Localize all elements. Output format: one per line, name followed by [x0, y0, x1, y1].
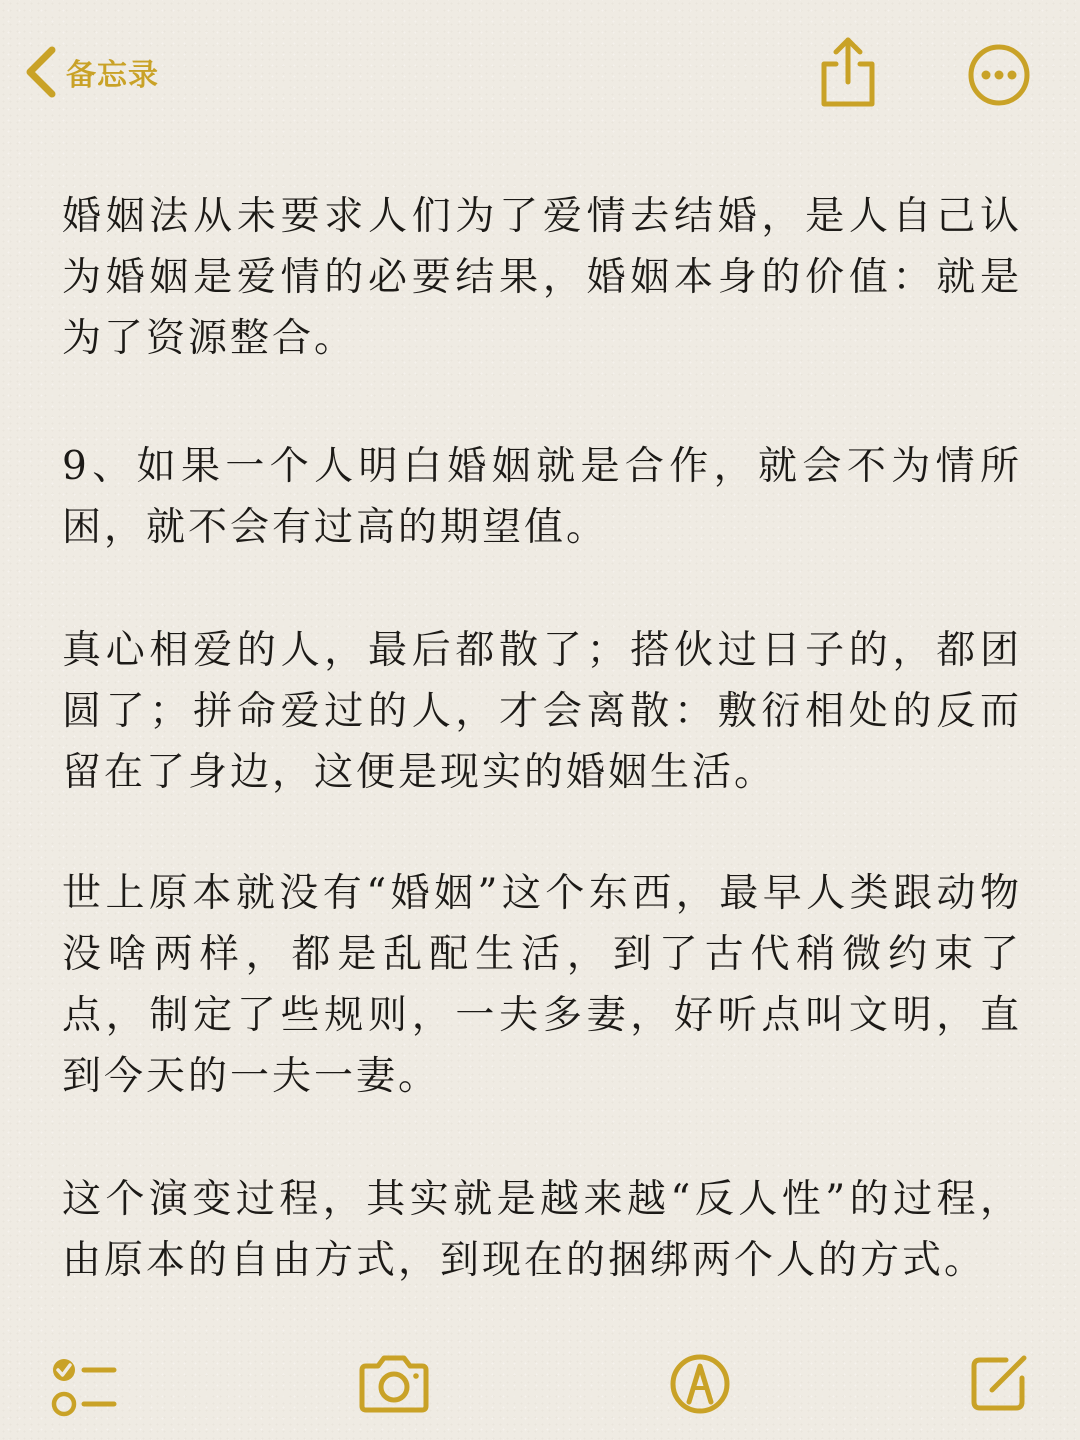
paragraph-spacer [62, 369, 1022, 436]
paragraph-spacer [62, 1107, 1022, 1169]
compose-button[interactable] [966, 1350, 1032, 1416]
paragraph-spacer [62, 803, 1022, 863]
back-label: 备忘录 [66, 58, 159, 93]
note-paragraph: 世上原本就没有“婚姻”这个东西，最早人类跟动物没啥两样，都是乱配生活，到了古代稍微约束了点，制定了些规则，一夫多妻，好听点叫文明，直到今天的一夫一妻。 [62, 871, 1022, 1099]
compose-icon [966, 1350, 1032, 1416]
checklist-icon [48, 1352, 120, 1422]
camera-button[interactable] [356, 1354, 432, 1414]
markup-pen-icon [668, 1352, 732, 1416]
note-paragraph: 这个演变过程，其实就是越来越“反人性”的过程，由原本的自由方式，到现在的捆绑两个人的方式。 [62, 1177, 1022, 1283]
navigation-bar [0, 0, 1080, 150]
checklist-button[interactable] [48, 1352, 120, 1422]
share-icon [816, 95, 880, 114]
ellipsis-circle-icon [966, 93, 1032, 112]
share-button[interactable] [816, 34, 880, 110]
camera-icon [356, 1354, 432, 1414]
note-body[interactable] [62, 186, 1022, 1291]
more-options-button[interactable] [966, 42, 1032, 108]
back-button[interactable] [22, 40, 159, 104]
paragraph-spacer [62, 558, 1022, 620]
markup-button[interactable] [668, 1352, 732, 1416]
note-paragraph: 婚姻法从未要求人们为了爱情去结婚，是人自己认为婚姻是爱情的必要结果，婚姻本身的价值：就是为了资源整合。 [62, 194, 1022, 361]
bottom-toolbar [0, 1340, 1080, 1440]
note-paragraph: 9、如果一个人明白婚姻就是合作，就会不为情所困，就不会有过高的期望值。 [62, 444, 1022, 550]
chevron-left-icon [22, 44, 60, 100]
note-paragraph: 真心相爱的人，最后都散了；搭伙过日子的，都团圆了；拼命爱过的人，才会离散：敷衍相处的反而留在了身边，这便是现实的婚姻生活。 [62, 628, 1022, 795]
